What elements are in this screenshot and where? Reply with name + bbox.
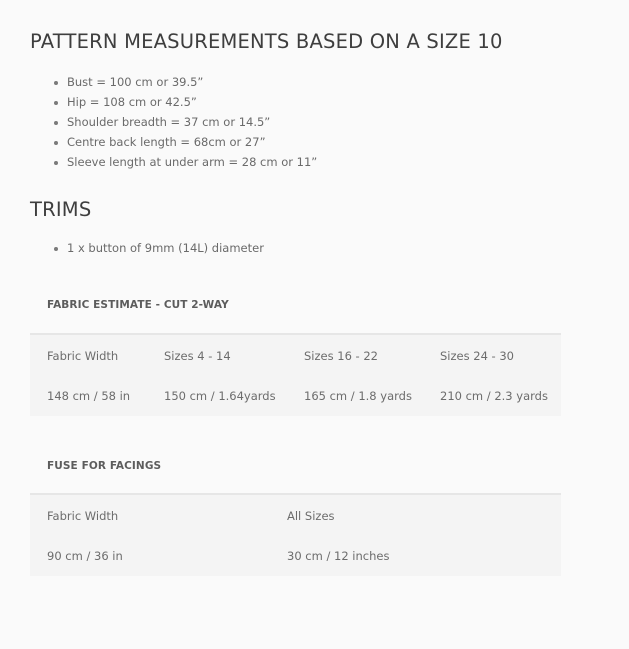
column-header: Fabric Width [47,508,119,523]
list-item: Shoulder breadth = 37 cm or 14.5” [30,112,317,132]
pattern-measurements-heading: PATTERN MEASUREMENTS BASED ON A SIZE 10 [30,30,503,53]
list-item: Hip = 108 cm or 42.5” [30,92,317,112]
column-header: Fabric Width [47,348,119,363]
fuse-for-facings-title: FUSE FOR FACINGS [47,460,162,472]
trims-heading: TRIMS [30,198,92,221]
table-header-row [30,334,561,376]
fabric-estimate-table [30,333,561,416]
table-cell: 150 cm / 1.64yards [164,389,276,403]
measurements-list [30,72,317,172]
fabric-estimate-title: FABRIC ESTIMATE - CUT 2-WAY [47,299,229,311]
table-cell: 165 cm / 1.8 yards [304,389,412,403]
table-cell: 30 cm / 12 inches [287,549,390,563]
list-item: Centre back length = 68cm or 27” [30,132,317,152]
column-header: All Sizes [287,508,335,523]
column-header: Sizes 4 - 14 [164,348,231,363]
table-header-row [30,494,561,536]
table-cell: 148 cm / 58 in [47,389,131,403]
table-cell: 210 cm / 2.3 yards [440,389,548,403]
trims-list [30,238,264,258]
fuse-for-facings-table [30,493,561,576]
table-row [30,536,561,576]
list-item: Sleeve length at under arm = 28 cm or 11” [30,152,317,172]
column-header: Sizes 16 - 22 [304,348,378,363]
table-cell: 90 cm / 36 in [47,549,123,563]
column-header: Sizes 24 - 30 [440,348,514,363]
table-row [30,376,561,416]
list-item: 1 x button of 9mm (14L) diameter [30,238,264,258]
list-item: Bust = 100 cm or 39.5” [30,72,317,92]
